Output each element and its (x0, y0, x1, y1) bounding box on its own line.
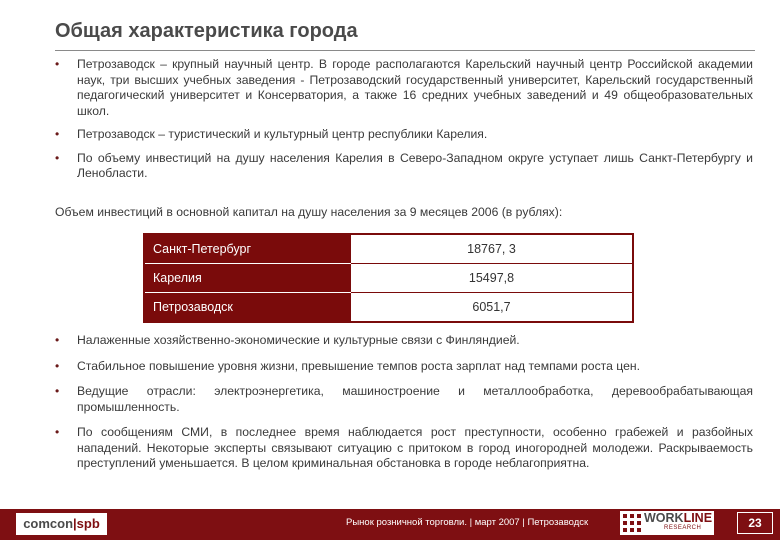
logo-separator: | (73, 516, 77, 531)
bullet-item: • По сообщениям СМИ, в последнее время наблюдается рост преступности, особенно грабежей и разбойных нападений. Некоторые эксперты связывают ситуацию с притоком в город иногородней молодежи. Раскрываемость преступлений уменьшается. В целом криминальная обстановка в городе неблагоприятна. (55, 425, 753, 472)
region-cell: Санкт-Петербург (144, 234, 351, 264)
bullet-item: • По объему инвестиций на душу населения Карелия в Северо-Западном округе уступает лишь Санкт-Петербургу и Ленобласти. (55, 151, 753, 182)
investment-caption: Объем инвестиций в основной капитал на душу населения за 9 месяцев 2006 (в рублях): (55, 205, 563, 219)
investment-table (143, 233, 634, 323)
logo-text-accent: spb (76, 516, 100, 531)
value-cell: 6051,7 (472, 300, 511, 314)
logo-wordmark (644, 511, 712, 525)
table-row (144, 234, 633, 264)
logo-word-b: LINE (683, 511, 713, 525)
title-divider (55, 50, 755, 51)
comcon-spb-logo (16, 513, 107, 535)
bullet-item: • Налаженные хозяйственно-экономические и культурные связи с Финляндией. (55, 333, 753, 349)
bullet-item: • Ведущие отрасли: электроэнергетика, машиностроение и металлообработка, деревообрабатывающая промышленность. (55, 384, 753, 415)
footer-caption: Рынок розничной торговли. | март 2007 | Петрозаводск (346, 517, 589, 528)
top-bullet-list (55, 57, 753, 190)
logo-subtitle: RESEARCH (664, 525, 702, 531)
page-number: 23 (737, 512, 773, 534)
logo-word-a: WORK (644, 511, 684, 525)
region-cell: Карелия (144, 264, 351, 293)
bullet-item: • Петрозаводск – крупный научный центр. В городе располагаются Карельский научный центр Российской академии наук, три высших учебных заведения - Петрозаводский государственный университет, Карельский государственный педагогический университет и Консерватория, а также 16 средних учебных заведений и 49 общеобразовательных школ. (55, 57, 753, 119)
table-row (144, 293, 633, 323)
region-cell: Петрозаводск (144, 293, 351, 323)
bottom-bullet-list (55, 333, 753, 482)
bullet-item: • Стабильное повышение уровня жизни, превышение темпов роста зарплат над темпами роста цен. (55, 359, 753, 375)
table-row (144, 264, 633, 293)
page-title: Общая характеристика города (55, 20, 358, 42)
logo-text-main: comcon (23, 516, 74, 531)
logo-grid-icon (623, 514, 641, 532)
workline-research-logo (620, 511, 714, 535)
value-cell: 18767, 3 (351, 234, 633, 264)
value-cell: 15497,8 (351, 264, 633, 293)
bullet-item: • Петрозаводск – туристический и культурный центр республики Карелия. (55, 127, 753, 143)
